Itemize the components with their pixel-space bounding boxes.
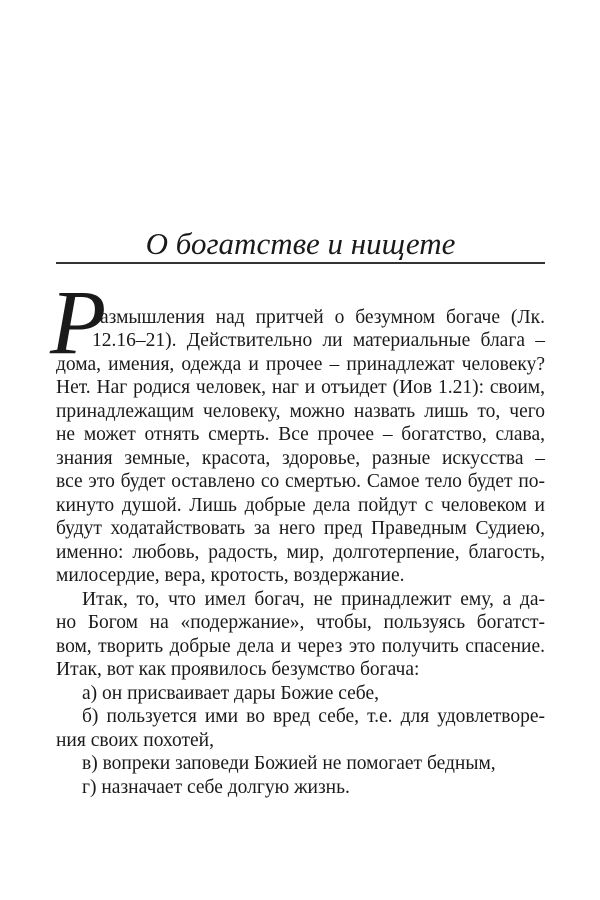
text-line: Нет. Наг родися человек, наг и отъидет (Иов 1.21): своим, bbox=[56, 377, 545, 398]
drop-cap: Р bbox=[50, 271, 107, 373]
text-line: 12.16–21). Действительно ли материальные блага – bbox=[92, 330, 545, 351]
text-line: Итак, то, что имел богач, не принадлежит ему, а да- bbox=[82, 588, 545, 610]
text-line: но Богом на «подержание», чтобы, пользуясь богатст- bbox=[56, 612, 545, 633]
text-line: б) пользуется ими во вред себе, т.е. для удовлетворе- bbox=[82, 706, 545, 727]
text-line: дома, имения, одежда и прочее – принадлежат человеку? bbox=[56, 353, 545, 375]
text-line: г) назначает себе долгую жизнь. bbox=[82, 776, 350, 798]
text-line: принадлежащим человеку, можно назвать лишь то, чего bbox=[56, 400, 545, 422]
text-line: все это будет оставлено со смертью. Самое тело будет по- bbox=[56, 471, 545, 492]
chapter-title: О богатстве и нищете bbox=[145, 226, 456, 261]
text-line: Итак, вот как проявилось безумство богача: bbox=[56, 659, 420, 680]
text-line: вом, творить добрые дела и через это получить спасение. bbox=[56, 635, 545, 657]
text-line: именно: любовь, радость, мир, долготерпение, благость, bbox=[56, 541, 545, 563]
text-line: кинуто душой. Лишь добрые дела пойдут с человеком и bbox=[56, 494, 545, 516]
title-divider bbox=[56, 262, 545, 264]
text-line: в) вопреки заповеди Божией не помогает бедным, bbox=[82, 753, 496, 774]
text-line: ния своих похотей, bbox=[56, 729, 214, 751]
text-line: а) он присваивает дары Божие себе, bbox=[82, 682, 380, 704]
text-line: не может отнять смерть. Все прочее – богатство, слава, bbox=[56, 424, 545, 445]
text-line: будут ходатайствовать за него пред Праведным Судиею, bbox=[56, 518, 545, 539]
text-line: знания земные, красота, здоровье, разные искусства – bbox=[56, 447, 545, 469]
text-line: милосердие, вера, кротость, воздержание. bbox=[56, 565, 405, 586]
text-line: азмышления над притчей о безумном богаче (Лк. bbox=[100, 306, 545, 328]
